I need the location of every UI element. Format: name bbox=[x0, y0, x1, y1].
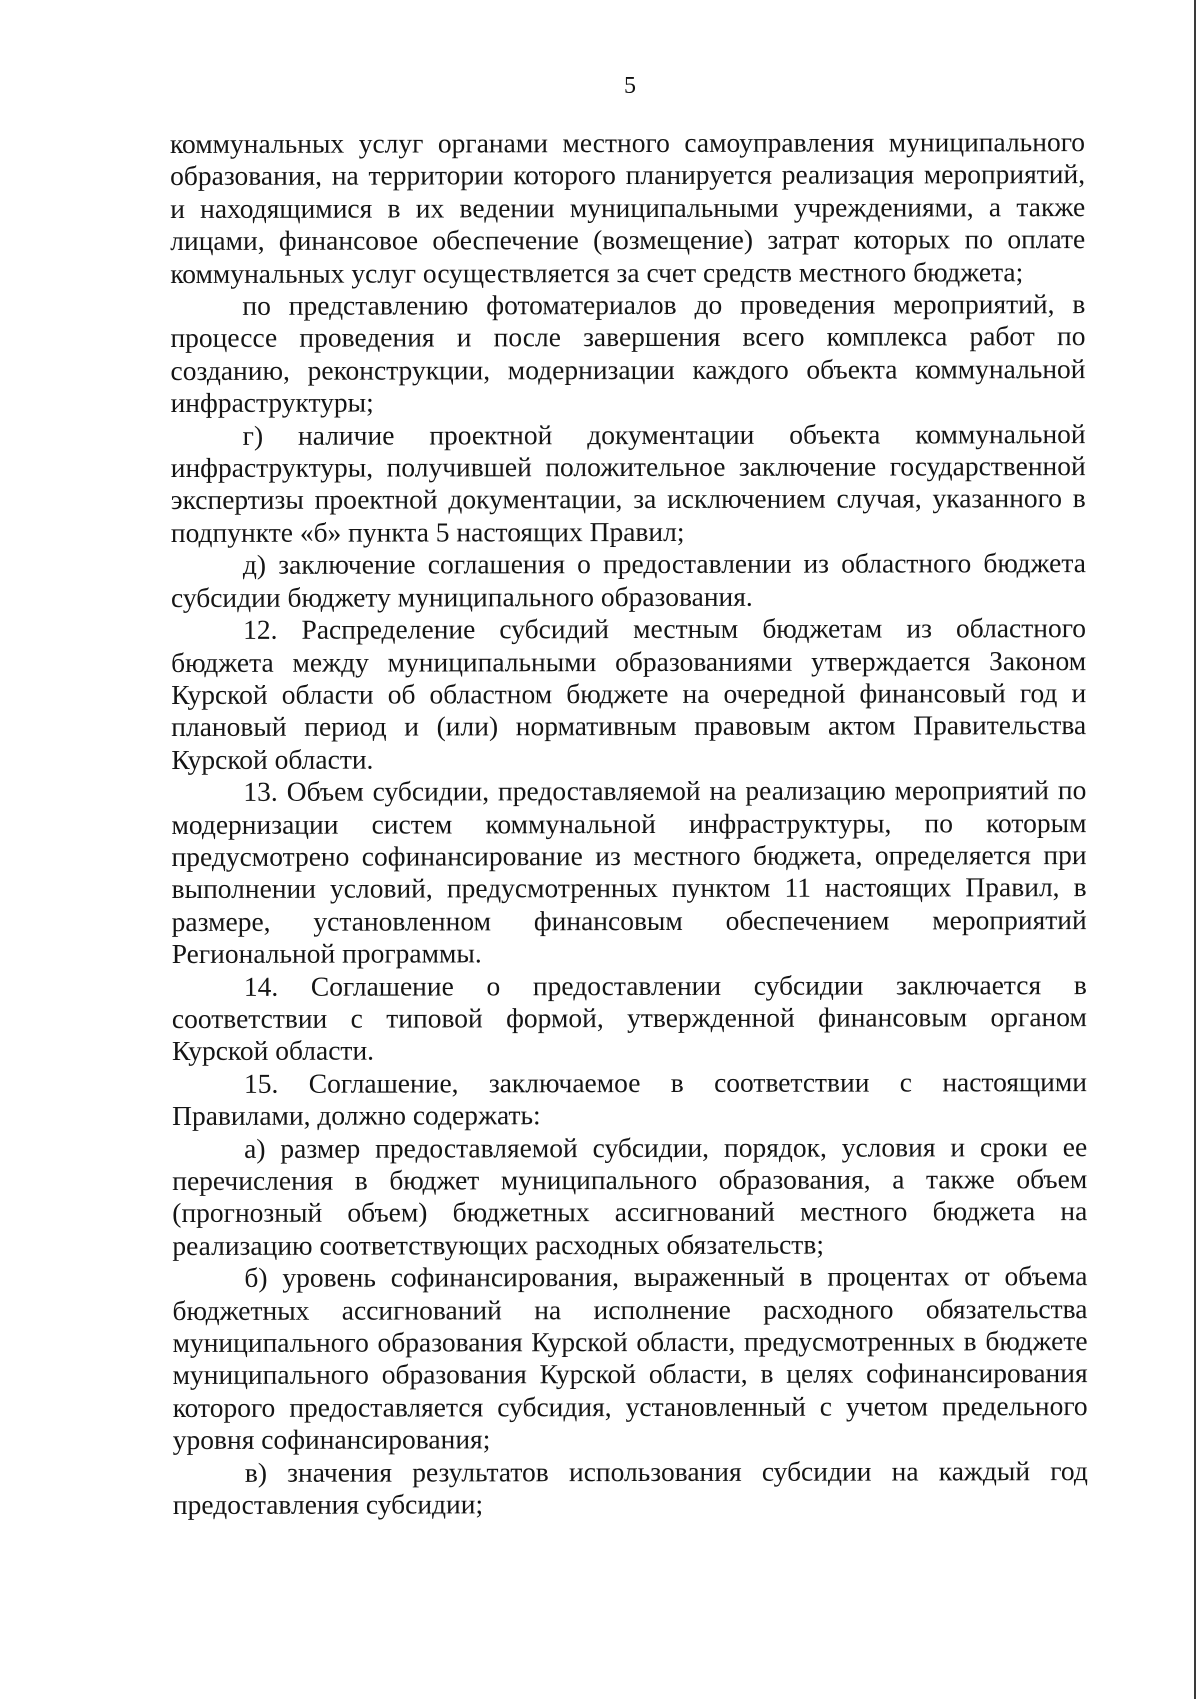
paragraph-item-g: г) наличие проектной документации объекта коммунальной инфраструктуры, получившей положительное заключение государственной экспертизы проектной документации, за исключением случая, указанного в подпункте «б» пункта 5 настоящих Правил; bbox=[170, 417, 1086, 548]
paragraph-item-d: д) заключение соглашения о предоставлении из областного бюджета субсидии бюджету муниципального образования. bbox=[170, 547, 1086, 613]
paragraph-item-b: б) уровень софинансирования, выраженный в процентах от объема бюджетных ассигнований на исполнение расходного обязательства муниципального образования Курской области, предусмотренных в бюджете муниципального образования Курской области, в целях софинансирования которого предоставляется субсидия, установленный с учетом предельного уровня софинансирования; bbox=[172, 1260, 1088, 1456]
paragraph-item-v: в) значения результатов использования субсидии на каждый год предоставления субсидии; bbox=[172, 1454, 1088, 1521]
paragraph-15: 15. Соглашение, заключаемое в соответствии с настоящими Правилами, должно содержать: bbox=[172, 1065, 1088, 1132]
scan-edge-line bbox=[1194, 0, 1196, 1699]
page-number: 5 bbox=[624, 73, 636, 99]
paragraph-14: 14. Соглашение о предоставлении субсидии заключается в соответствии с типовой формой, утвержденной финансовым органом Курской области. bbox=[171, 968, 1087, 1067]
document-body bbox=[170, 126, 1088, 1521]
paragraph-13: 13. Объем субсидии, предоставляемой на реализацию мероприятий по модернизации систем коммунальной инфраструктуры, по которым предусмотрено софинансирование из местного бюджета, определяется при выполнении условий, предусмотренных пунктом 11 настоящих Правил, в размере, установленном финансовым обеспечением мероприятий Региональной программы. bbox=[171, 774, 1087, 970]
paragraph-12: 12. Распределение субсидий местным бюджетам из областного бюджета между муниципальными образованиями утверждается Законом Курской области об областном бюджете на очередной финансовый год и плановый период и (или) нормативным правовым актом Правительства Курской области. bbox=[171, 612, 1087, 775]
paragraph-continuation: коммунальных услуг органами местного самоуправления муниципального образования, на территории которого планируется реализация мероприятий, и находящимися в их ведении муниципальными учреждениями, а также лицами, финансовое обеспечение (возмещение) затрат которых по оплате коммунальных услуг осуществляется за счет средств местного бюджета; bbox=[170, 126, 1086, 289]
paragraph-photo-materials: по представлению фотоматериалов до проведения мероприятий, в процессе проведения и после завершения всего комплекса работ по созданию, реконструкции, модернизации каждого объекта коммунальной инфраструктуры; bbox=[170, 288, 1086, 419]
paragraph-item-a: а) размер предоставляемой субсидии, порядок, условия и сроки ее перечисления в бюджет муниципального образования, а также объем (прогнозный объем) бюджетных ассигнований местного бюджета на реализацию соответствующих расходных обязательств; bbox=[172, 1130, 1088, 1261]
